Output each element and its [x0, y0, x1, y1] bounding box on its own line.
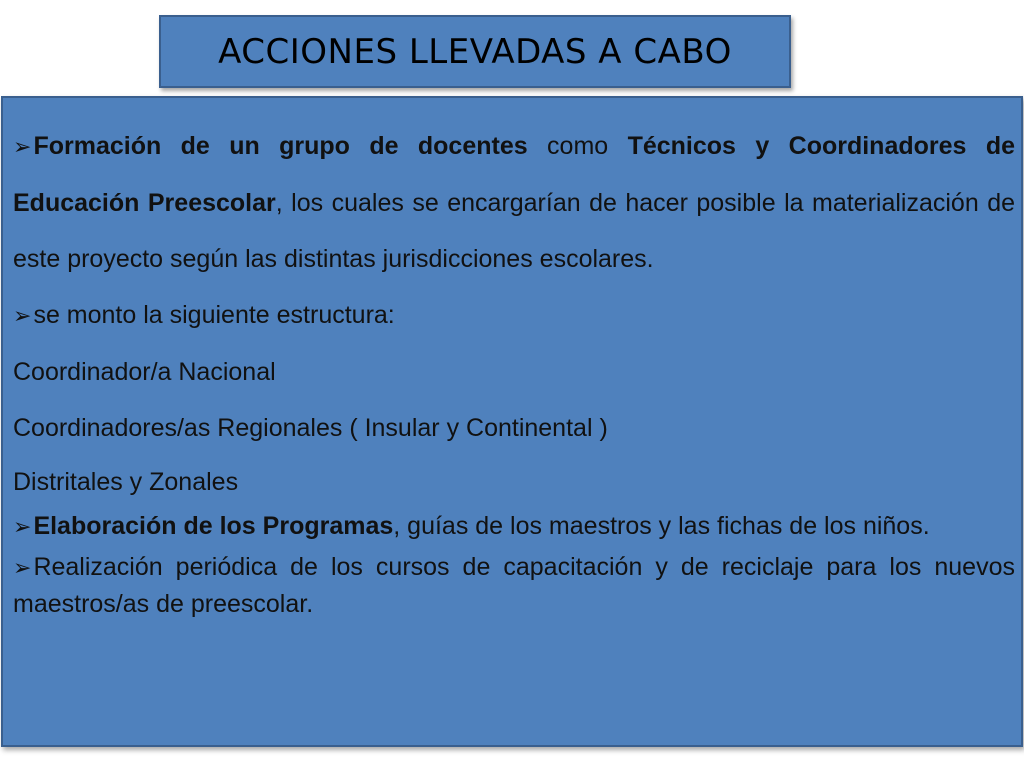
structure-line: Distritales y Zonales [13, 468, 239, 496]
item3-bold: Elaboración de los Programas [33, 512, 394, 540]
item1-bold-2: Técnicos y Coordinadores de Educación Preescolar [13, 132, 1015, 217]
arrow-bullet-icon: ➢ [13, 555, 32, 580]
slide-title: ACCIONES LLEVADAS A CABO [218, 31, 732, 72]
arrow-bullet-icon: ➢ [13, 134, 32, 159]
arrow-bullet-icon: ➢ [13, 514, 32, 539]
bullet-item-estructura [13, 287, 1015, 344]
item3-text: , guías de los maestros y las fichas de los niños. [393, 512, 930, 540]
item1-bold-1: Formación de un grupo de docentes [33, 132, 528, 160]
arrow-bullet-icon: ➢ [13, 303, 32, 328]
bullet-item-programas [13, 508, 1015, 545]
content-body [13, 118, 1015, 622]
bullet-item-formacion [13, 118, 1015, 287]
structure-line: Coordinador/a Nacional [13, 358, 276, 386]
item4-text: Realización periódica de los cursos de capacitación y de reciclaje para los nuevos maestros/as de preescolar. [13, 553, 1015, 618]
item1-text-1: como [527, 132, 628, 160]
bullet-item-cursos [13, 549, 1015, 622]
title-box [159, 15, 791, 88]
item1-text-2: , los cuales se encargarían de hacer posible la materialización de este proyecto según las distintas jurisdicciones escolares. [13, 189, 1016, 273]
item2-text: se monto la siguiente estructura: [33, 301, 395, 329]
structure-line: Coordinadores/as Regionales ( Insular y Continental ) [13, 414, 608, 442]
content-box [1, 96, 1023, 747]
